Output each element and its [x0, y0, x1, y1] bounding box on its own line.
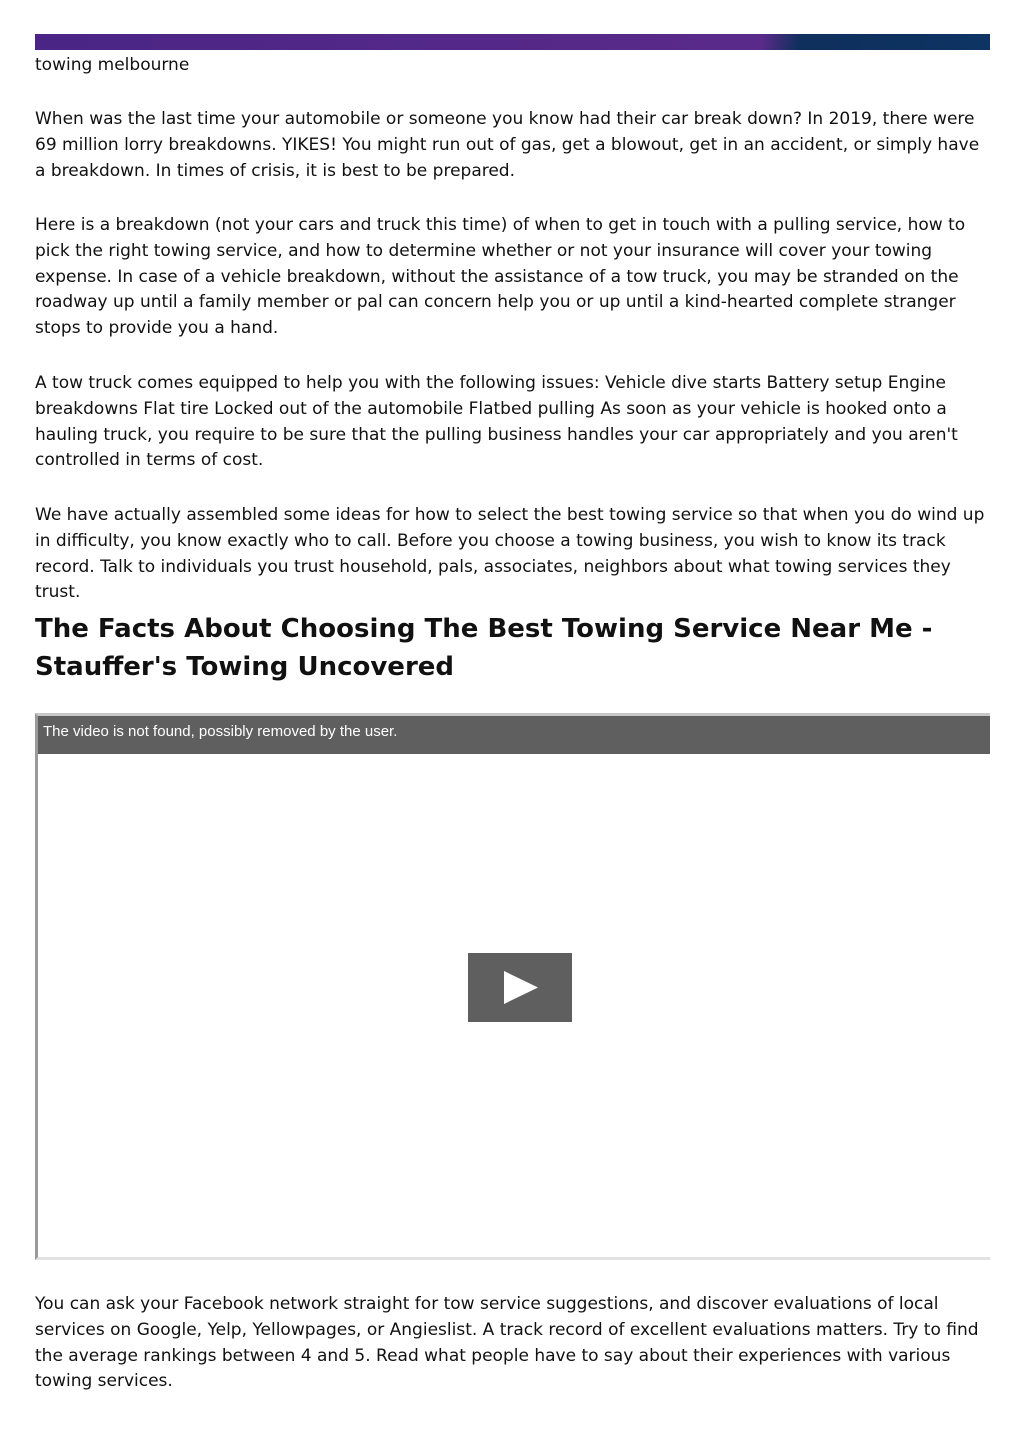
paragraph-breakdown: Here is a breakdown (not your cars and truck this time) of when to get in touch with a pulling service, how to pick the right towing service, and how to determine whether or not your insurance will cover your towing expense. In case of a vehicle breakdown, without the assistance of a tow truck, you may be stranded on the roadway up until a family member or pal can concern help you or up until a kind-hearted complete stranger stops to provide you a hand. [35, 215, 966, 339]
section-heading: The Facts About Choosing The Best Towing Service Near Me - Stauffer's Towing Uncovered [35, 614, 933, 682]
video-player[interactable] [35, 713, 990, 1260]
video-error-message: The video is not found, possibly removed by the user. [43, 723, 398, 740]
play-icon [468, 953, 572, 1022]
top-accent-bar [35, 34, 990, 50]
paragraph-reviews: You can ask your Facebook network straight for tow service suggestions, and discover evaluations of local services on Google, Yelp, Yellowpages, or Angieslist. A track record of excellent evaluations matters. Try to find the average rankings between 4 and 5. Read what people have to say about their experiences with various towing services. [35, 1294, 979, 1392]
site-label: towing melbourne [35, 55, 190, 75]
video-error-bar [38, 716, 990, 754]
paragraph-tow-truck: A tow truck comes equipped to help you with the following issues: Vehicle dive starts Battery setup Engine breakdowns Flat tire Locked out of the automobile Flatbed pulling As soon as your vehicle is hooked onto a hauling truck, you require to be sure that the pulling business handles your car appropriately and you aren't controlled in terms of cost. [35, 373, 958, 471]
paragraph-ideas: We have actually assembled some ideas for how to select the best towing service so that when you do wind up in difficulty, you know exactly who to call. Before you choose a towing business, you wish to know its track record. Talk to individuals you trust household, pals, associates, neighbors about what towing services they trust. [35, 505, 985, 603]
paragraph-intro: When was the last time your automobile or someone you know had their car break down? In 2019, there were 69 million lorry breakdowns. YIKES! You might run out of gas, get a blowout, get in an accident, or simply have a breakdown. In times of crisis, it is best to be prepared. [35, 109, 980, 181]
play-button[interactable] [468, 953, 572, 1022]
